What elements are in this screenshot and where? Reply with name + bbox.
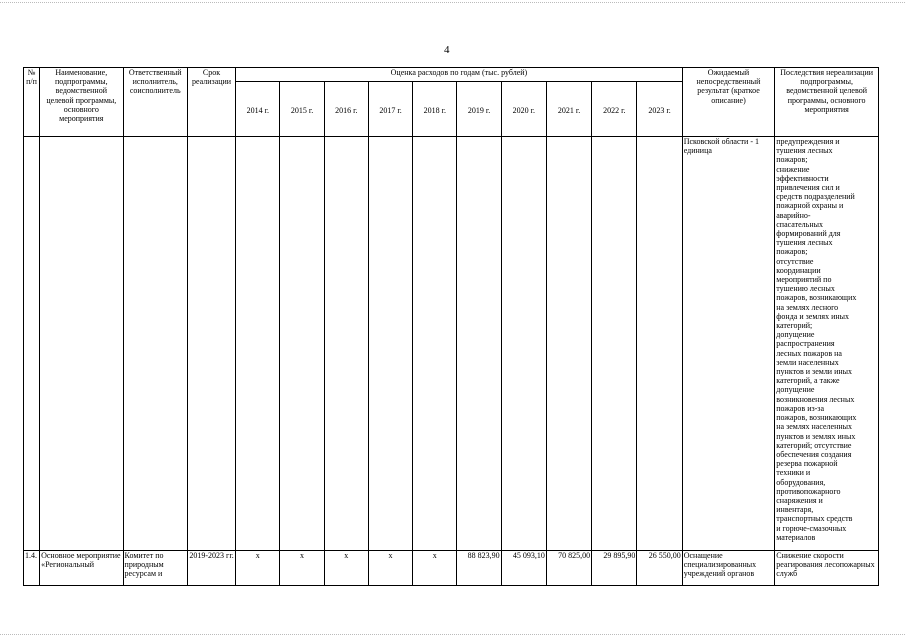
empty-cell (592, 137, 637, 551)
consequences-cell (775, 137, 879, 551)
col-header-expected: Ожидаемый непосредственный результат (краткое описание) (682, 68, 775, 137)
text-line: резерва пожарной (776, 459, 838, 469)
year-header: 2018 г. (413, 82, 457, 137)
expected-result-cell: Псковской области - 1 единица (682, 137, 775, 551)
value-cell: x (280, 551, 324, 586)
col-header-responsible: Ответственный исполнитель, соисполнитель (123, 68, 187, 137)
col-header-consequences: Последствия нереализации подпрограммы, ведомственной целевой программы, основного мероприятия (775, 68, 879, 137)
text-line: снаряжения и (776, 495, 823, 505)
text-line: отсутствие (776, 256, 814, 266)
text-line: аварийно- (776, 210, 811, 220)
text-line: пожаров; (776, 247, 808, 257)
row-num-cell: 1.4. (24, 551, 40, 586)
empty-cell (24, 137, 40, 551)
empty-cell (40, 137, 123, 551)
text-line: распространения (776, 339, 835, 349)
empty-cell (187, 137, 235, 551)
empty-cell (457, 137, 501, 551)
text-line: эффективности (776, 173, 829, 183)
value-cell: 29 895,90 (592, 551, 637, 586)
text-line: спасательных (776, 219, 823, 229)
text-line: на землях лесного (776, 302, 839, 312)
year-header: 2015 г. (280, 82, 324, 137)
text-line: земли населенных (776, 357, 839, 367)
empty-cell (324, 137, 368, 551)
text-line: и горюче-смазочных (776, 523, 847, 533)
value-cell: x (368, 551, 412, 586)
text-line: материалов (776, 532, 816, 542)
value-cell: 88 823,90 (457, 551, 501, 586)
text-line: техники и (776, 468, 811, 478)
text-line: оборудования, (776, 477, 826, 487)
empty-cell (546, 137, 591, 551)
col-header-cost-title: Оценка расходов по годам (тыс. рублей) (236, 68, 683, 82)
value-cell: x (236, 551, 280, 586)
year-header: 2019 г. (457, 82, 501, 137)
text-line: допущение (776, 330, 815, 340)
text-line: предупреждения и (776, 137, 840, 146)
text-line: средств подразделений (776, 192, 855, 202)
empty-cell (123, 137, 187, 551)
empty-cell (368, 137, 412, 551)
year-header: 2016 г. (324, 82, 368, 137)
header-row-1 (24, 68, 879, 82)
text-line: обеспечения создания (776, 449, 852, 459)
text-line: пожаров из-за (776, 403, 825, 413)
text-line: пожаров, возникающих (776, 293, 857, 303)
year-header: 2021 г. (546, 82, 591, 137)
text-line: противопожарного (776, 486, 841, 496)
empty-cell (501, 137, 546, 551)
empty-cell (280, 137, 324, 551)
text-line: пунктов и земли иных (776, 367, 853, 377)
scan-artifact-bottom (0, 634, 905, 636)
text-line: категорий; (776, 321, 813, 331)
text-line: тушению лесных (776, 284, 835, 294)
text-line: категорий; отсутствие (776, 440, 852, 450)
text-line: возникновения лесных (776, 394, 855, 404)
text-line: транспортных средств (776, 514, 853, 524)
year-header: 2017 г. (368, 82, 412, 137)
col-header-term: Срок реализации (187, 68, 235, 137)
col-header-num: № п/п (24, 68, 40, 137)
scan-artifact-top (0, 2, 905, 4)
program-table (23, 67, 879, 586)
value-cell: 45 093,10 (501, 551, 546, 586)
text-line: фонда и землях иных (776, 311, 849, 321)
text-line: пунктов и землях иных (776, 431, 856, 441)
text-line: привлечения сил и (776, 183, 840, 193)
text-line: пожаров, возникающих (776, 413, 857, 423)
value-cell: 70 825,00 (546, 551, 591, 586)
table-row-1-4 (24, 551, 879, 586)
year-header: 2020 г. (501, 82, 546, 137)
row-consequences-cell: Снижение скорости реагирования лесопожарных служб (775, 551, 879, 586)
page-number: 4 (444, 44, 450, 56)
empty-cell (236, 137, 280, 551)
text-line: тушения лесных (776, 146, 833, 156)
year-header: 2014 г. (236, 82, 280, 137)
row-term-cell: 2019-2023 гг. (187, 551, 235, 586)
text-line: категорий, а также (776, 376, 840, 386)
text-line: допущение (776, 385, 815, 395)
text-line: тушения лесных (776, 238, 833, 248)
text-line: мероприятий по (776, 275, 832, 285)
text-line: инвентаря, (776, 505, 814, 515)
text-line: лесных пожаров на (776, 348, 842, 358)
value-cell: x (324, 551, 368, 586)
table-row-continued (24, 137, 879, 551)
text-line: формирований для (776, 229, 841, 239)
empty-cell (637, 137, 682, 551)
year-header: 2023 г. (637, 82, 682, 137)
value-cell: x (413, 551, 457, 586)
text-line: на землях населенных (776, 422, 853, 432)
text-line: снижение (776, 164, 810, 174)
empty-cell (413, 137, 457, 551)
row-responsible-cell: Комитет по природным ресурсам и (123, 551, 187, 586)
value-cell: 26 550,00 (637, 551, 682, 586)
text-line: пожарной охраны и (776, 201, 844, 211)
text-line: координации (776, 265, 821, 275)
col-header-name: Наименование, подпрограммы, ведомственной целевой программы, основного мероприятия (40, 68, 123, 137)
row-name-cell: Основное мероприятие «Региональный (40, 551, 123, 586)
text-line: пожаров; (776, 155, 808, 165)
year-header: 2022 г. (592, 82, 637, 137)
row-expected-cell: Оснащение специализированных учреждений органов (682, 551, 775, 586)
